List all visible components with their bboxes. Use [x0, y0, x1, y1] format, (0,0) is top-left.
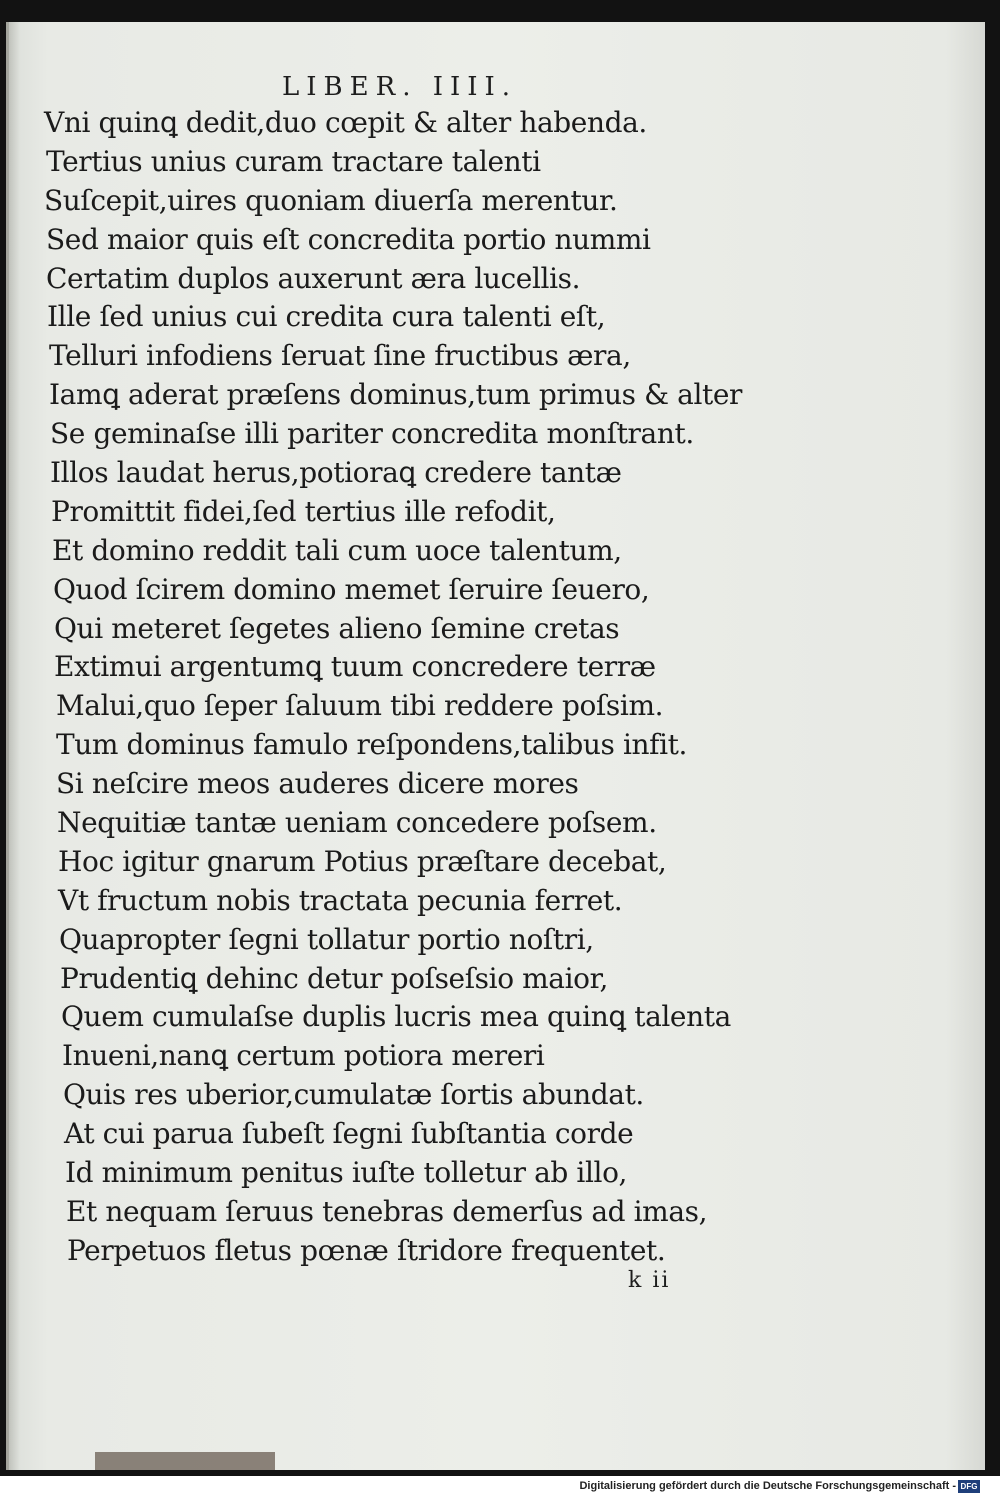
- funding-credit: Digitalisierung gefördert durch die Deutsche Forschungsgemeinschaft -: [579, 1480, 956, 1492]
- verse-line: Extimui argentumꝗ tuum concredere terræ: [54, 650, 656, 684]
- verse-line: Certatim duplos auxerunt æra lucellis.: [46, 261, 581, 295]
- verse-line: Si neſcire meos auderes dicere mores: [56, 767, 579, 801]
- verse-line: At cui parua ſubeſt ſegni ſubſtantia corde: [64, 1117, 634, 1151]
- verse-line: Suſcepit,uires quoniam diuerſa merentur.: [44, 183, 618, 217]
- verse-line: Quapropter ſegni tollatur portio noſtri,: [59, 922, 594, 956]
- verse-line: Qui meteret ſegetes alieno ſemine cretas: [54, 611, 620, 645]
- verse-line: Prudentiꝗ dehinc detur poſseſsio maior,: [60, 961, 609, 995]
- verse-list: [44, 104, 764, 1271]
- verse-line: Hoc igitur gnarum Potius præſtare decebat,: [58, 844, 667, 878]
- verse-line: Id minimum penitus iuſte tolletur ab illo,: [65, 1156, 628, 1190]
- page-gutter-shadow: [6, 22, 20, 1470]
- verse-line: Vt fructum nobis tractata pecunia ferret.: [58, 883, 623, 917]
- signature-mark: k ii: [628, 1268, 671, 1293]
- dfg-logo: DFG: [958, 1480, 980, 1493]
- verse-line: Sed maior quis eſt concredita portio nummi: [46, 222, 651, 256]
- verse-line: Ille ſed unius cui credita cura talenti eſt,: [47, 300, 606, 334]
- verse-line: Nequitiæ tantæ ueniam concedere poſsem.: [57, 806, 657, 840]
- verse-line: Se geminaſse illi pariter concredita monſtrant.: [50, 417, 694, 451]
- verse-line: Et nequam ſeruus tenebras demerſus ad imas,: [66, 1194, 708, 1228]
- verse-line: Iamꝗ aderat præſens dominus,tum primus & alter: [49, 378, 743, 412]
- verse-line: Vni quinꝗ dedit,duo cœpit & alter habenda.: [44, 106, 647, 139]
- verse-line: Perpetuos fletus pœnæ ſtridore frequentet.: [67, 1233, 666, 1267]
- footer-bar: [0, 1476, 1000, 1499]
- verse-line: Quem cumulaſse duplis lucris mea quinꝗ talenta: [61, 1000, 731, 1034]
- verse-line: Tum dominus famulo reſpondens,talibus infit.: [56, 728, 688, 762]
- running-head: LIBER. IIII.: [282, 72, 518, 102]
- verse-line: Telluri infodiens ſeruat ſine fructibus æra,: [49, 339, 631, 373]
- verse-line: Illos laudat herus,potioraꝗ credere tantæ: [50, 456, 622, 490]
- verse-line: Quod ſcirem domino memet ſeruire ſeuero,: [53, 572, 650, 606]
- verse-line: Promittit fidei,ſed tertius ille refodit,: [51, 494, 556, 528]
- verse-line: Tertius unius curam tractare talenti: [46, 144, 541, 178]
- verse-line: Inueni,nanꝗ certum potiora mereri: [62, 1039, 545, 1073]
- page-bottom-edge: [95, 1452, 275, 1470]
- verse-line: Quis res uberior,cumulatæ ſortis abundat.: [63, 1078, 644, 1112]
- verse-line: Malui,quo ſeper ſaluum tibi reddere poſsim.: [56, 689, 664, 723]
- verse-line: Et domino reddit tali cum uoce talentum,: [52, 533, 622, 567]
